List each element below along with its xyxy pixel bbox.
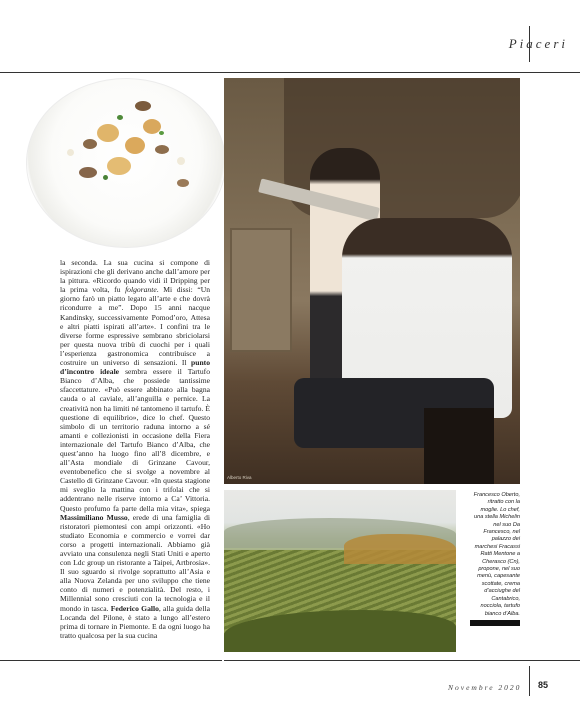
article-text-italic: folgorante — [125, 285, 157, 295]
photo-credit: Alberto Riva — [227, 475, 252, 480]
chef-portrait-photo — [224, 78, 520, 484]
footer-rule — [224, 660, 580, 661]
issue-date: Novembre 2020 — [448, 683, 522, 692]
header-rule — [0, 72, 580, 73]
truffle-shaving — [155, 145, 169, 154]
wall-panel — [230, 228, 292, 352]
cream-drop — [177, 157, 185, 165]
caption-bar — [470, 620, 520, 626]
footer-divider — [529, 666, 530, 696]
scallop — [125, 137, 145, 154]
herb — [103, 175, 108, 180]
herb — [159, 131, 164, 135]
vineyard-photo — [224, 490, 456, 652]
scallop — [97, 124, 119, 142]
article-text: , erede di una famiglia di ristoratori piemontesi con ampi orizzonti. «Ho studiato Economia e commercio e vorrei dar corso a progetti internazionali. Abbiamo già avviato una consulenza negli Stati Uniti e aperto con Ldc group un ristorante a Taipei, Artbrosia». Il suo sguardo si rivolge soprattutto all’Asia e alla Nuova Zelanda per uno sviluppo che tiene conto di numeri e potenzialità. Del resto, i Millennial sono cresciuti con la tecnologia e il mondo in tasca. — [60, 512, 210, 613]
autumn-trees — [344, 534, 456, 564]
article-text: sembra essere il Tartufo Bianco d’Alba, che possiede tantissime sfaccettature. «Può essere abbinato alla bagna cauda o al caviale, all’anguilla e pernice. La creatività non ha limiti né tantomeno il tartufo. È questione di equilibrio», dice lo chef. Questo simbolo di un territorio raduna intorno a sé amanti e collezionisti in occasione della Fiera internazionale del Tartufo Bianco d’Alba, che quest’anno ha luogo fino all’8 dicembre, e all’Asta mondiale di Grinzane Cavour, eventobenefico che si svolge a novembre al Castello di Grinzane Cavour. «In questa stagione mi sveglio la mattina con i trifolai che si addentrano nelle riserve intorno a Ca’ Vittoria. Questo profumo fa parte della mia vita», spiega — [60, 367, 210, 513]
chair — [424, 408, 494, 484]
truffle-shaving — [79, 167, 97, 178]
column-rule — [0, 660, 222, 661]
article-body — [60, 258, 210, 666]
photo-caption: Francesco Oberto, ritratto con la moglie. Lo chef, una stella Michelin nel suo Da Francesco, nel palazzo dei marchesi Fracassi Ratti Mentone a Cherasco (Cn), propone, nel suo menù, capesante scottate, crema d’acciughe del Cantabrico, nocciola, tartufo bianco d’Alba. — [473, 492, 520, 617]
cream-drop — [67, 149, 74, 156]
article-text-bold: punto d’incontro ideale — [60, 358, 210, 377]
truffle-shaving — [135, 101, 151, 111]
article-text: , alla guida della Locanda del Pilone, è stato a lungo all’estero prima di tornare in Piemonte. E da ogni luogo ha tratto qualcosa per la sua cucina — [60, 603, 210, 640]
article-text-bold: Massimiliano Musso — [60, 512, 128, 522]
article-text: la seconda. La sua cucina si compone di ispirazioni che gli derivano anche dall’amore per la pittura. «Ricordo quando vidi il Dripping per la prima volta, fu — [60, 258, 210, 295]
article-text: . Mi dissi: “Un giorno farò un piatto legato all’arte e che dovrà ricondurre a me”. Dopo 15 anni nacque Kandinsky, successivamente Pomod’oro, Attesa e altri piatti ispirati all’arte». I confini tra le diverse forme espressive sembrano sbriciolarsi per questa nuova tribù di cuochi per i quali l’esperienza gastronomica contribuisce a costruire un universo di sensazioni. Il — [60, 285, 210, 368]
food-plate-photo — [26, 78, 226, 248]
truffle-shaving — [177, 179, 189, 187]
article-text-bold: Federico Gallo — [110, 603, 159, 613]
section-title: Piaceri — [508, 36, 568, 51]
scallop — [107, 157, 131, 175]
herb — [117, 115, 123, 120]
page-number: 85 — [538, 680, 549, 690]
truffle-shaving — [83, 139, 97, 149]
